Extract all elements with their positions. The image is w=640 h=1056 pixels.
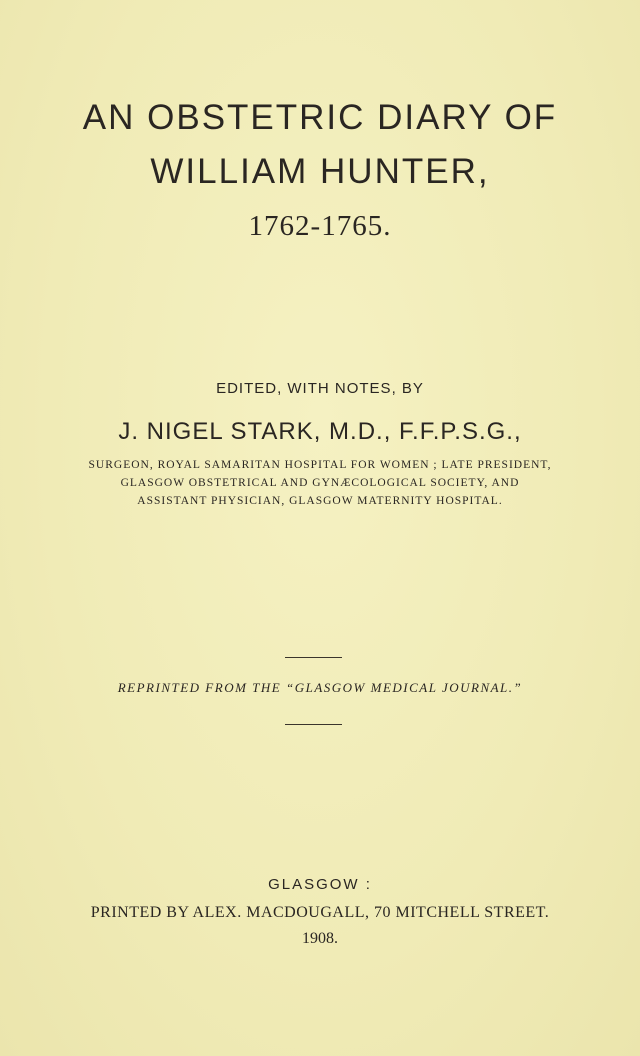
editor-credentials-line-1: SURGEON, ROYAL SAMARITAN HOSPITAL FOR WOMEN ; LATE PRESIDENT, [88, 459, 552, 471]
editor-credentials-line-3: ASSISTANT PHYSICIAN, GLASGOW MATERNITY HOSPITAL. [137, 495, 503, 507]
editor-credentials-line-2: GLASGOW OBSTETRICAL AND GYNÆCOLOGICAL SOCIETY, AND [120, 477, 520, 489]
title-line-1: AN OBSTETRIC DIARY OF [82, 98, 558, 137]
edited-by-label: EDITED, WITH NOTES, BY [216, 380, 424, 397]
reprint-notice: REPRINTED FROM THE “GLASGOW MEDICAL JOURNAL.” [117, 680, 523, 695]
divider-top [285, 657, 342, 658]
title-line-2: WILLIAM HUNTER, [150, 152, 490, 191]
divider-bottom [285, 724, 342, 725]
imprint-printer: PRINTED BY ALEX. MACDOUGALL, 70 MITCHELL STREET. [90, 904, 550, 921]
editor-name: J. NIGEL STARK, M.D., F.F.P.S.G., [118, 418, 522, 445]
imprint-place: GLASGOW : [268, 876, 372, 893]
title-years: 1762-1765. [248, 210, 392, 242]
imprint-year: 1908. [302, 930, 338, 947]
